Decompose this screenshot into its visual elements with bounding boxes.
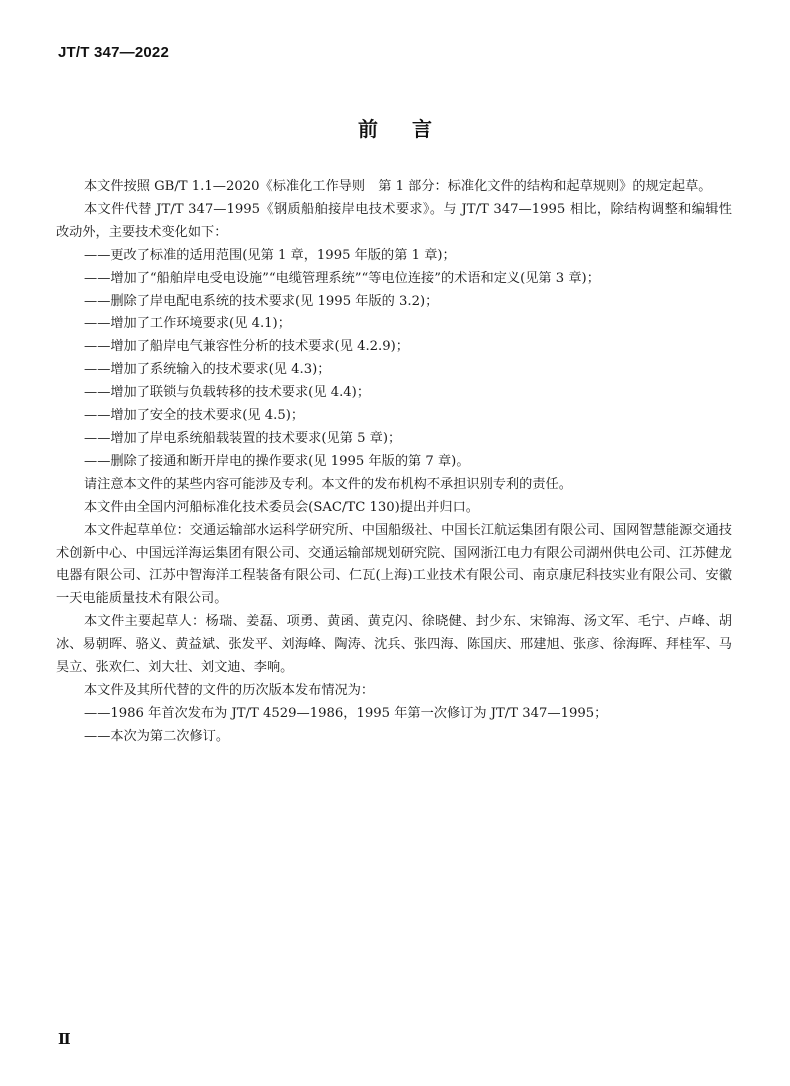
history-item: ——本次为第二次修订。 <box>84 728 230 744</box>
change-item: ——更改了标准的适用范围(见第 1 章，1995 年版的第 1 章)； <box>84 247 456 263</box>
paragraph-drafting-units: 本文件起草单位：交通运输部水运科学研究所、中国船级社、中国长江航运集团有限公司、国网智慧能源交通技术创新中心、中国远洋海运集团有限公司、交通运输部规划研究院、国网浙江电力有限公司湖州供电公司、江苏健龙电器有限公司、江苏中智海洋工程装备有限公司、仁瓦(上海)工业技术有限公司、南京康尼科技实业有限公司、安徽一天电能质量技术有限公司。 <box>56 522 732 607</box>
page-number: Ⅱ <box>58 1030 71 1048</box>
change-item: ——增加了岸电系统船载装置的技术要求(见第 5 章)； <box>84 430 402 446</box>
change-item: ——增加了系统输入的技术要求(见 4.3)； <box>84 362 331 378</box>
foreword-body <box>56 176 732 749</box>
history-item: ——1986 年首次发布为 JT/T 4529—1986，1995 年第一次修订为 JT/T 347—1995； <box>84 705 608 721</box>
change-item: ——删除了接通和断开岸电的操作要求(见 1995 年版的第 7 章)。 <box>84 453 470 469</box>
page-title: 前言 <box>358 117 466 141</box>
change-item: ——增加了工作环境要求(见 4.1)； <box>84 316 291 332</box>
paragraph-proposer: 本文件由全国内河船标准化技术委员会(SAC/TC 130)提出并归口。 <box>84 499 479 515</box>
change-item: ——增加了联锁与负载转移的技术要求(见 4.4)； <box>84 385 371 401</box>
change-item: ——增加了船岸电气兼容性分析的技术要求(见 4.2.9)； <box>84 339 409 355</box>
paragraph-replacement: 本文件代替 JT/T 347—1995《钢质船舶接岸电技术要求》。与 JT/T 347—1995 相比，除结构调整和编辑性改动外，主要技术变化如下： <box>56 201 732 240</box>
change-item: ——增加了“船舶岸电受电设施”“电缆管理系统”“等电位连接”的术语和定义(见第 3 章)； <box>84 270 600 286</box>
standard-number-header: JT/T 347—2022 <box>58 44 169 61</box>
paragraph-history-intro: 本文件及其所代替的文件的历次版本发布情况为： <box>84 682 375 698</box>
change-item: ——删除了岸电配电系统的技术要求(见 1995 年版的 3.2)； <box>84 293 439 309</box>
change-item: ——增加了安全的技术要求(见 4.5)； <box>84 408 305 424</box>
paragraph-patent-notice: 请注意本文件的某些内容可能涉及专利。本文件的发布机构不承担识别专利的责任。 <box>84 476 572 492</box>
paragraph-drafters: 本文件主要起草人：杨瑞、姜磊、项勇、黄函、黄克闪、徐晓健、封少东、宋锦海、汤文军、毛宁、卢峰、胡冰、易朝晖、骆义、黄益斌、张发平、刘海峰、陶涛、沈兵、张四海、陈国庆、邢建旭、张彦、徐海晖、拜桂军、马昊立、张欢仁、刘大壮、刘文迪、李响。 <box>56 614 732 676</box>
paragraph-drafting-rules: 本文件按照 GB/T 1.1—2020《标准化工作导则 第 1 部分：标准化文件的结构和起草规则》的规定起草。 <box>84 179 712 194</box>
